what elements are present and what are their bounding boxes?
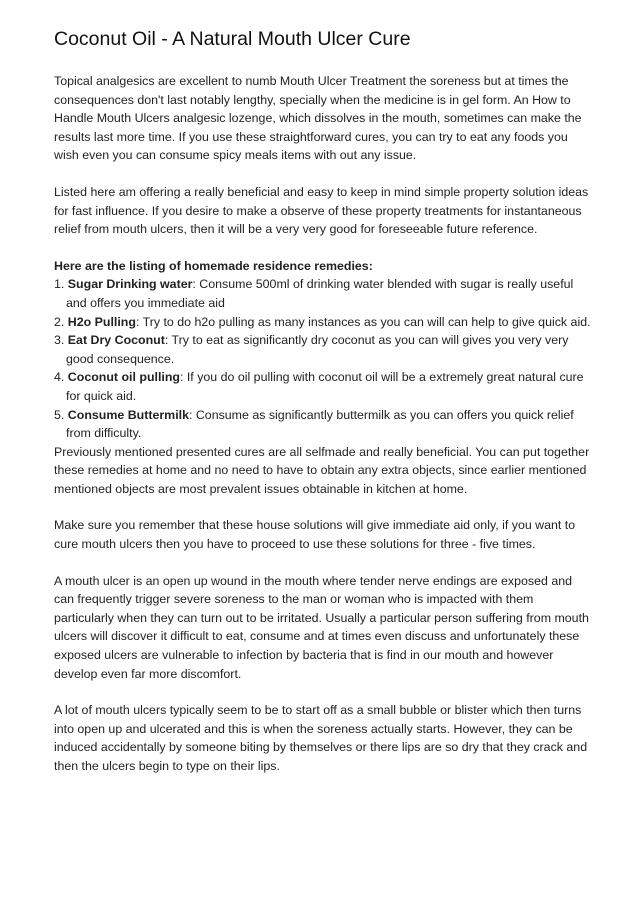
list-item <box>54 313 594 332</box>
remedies-list <box>54 275 594 442</box>
list-item-number: 2. <box>54 314 65 329</box>
body-paragraph: A mouth ulcer is an open up wound in the mouth where tender nerve endings are exposed and can frequently trigger severe soreness to the man or woman who is impacted with them particularly when they can turn out to be irritated. Usually a particular person suffering from mouth ulcers will discover it difficult to eat, consume and at times even discuss and unfortunately these exposed ulcers are vulnerable to infection by bacteria that is find in our mouth and however develop even far more discomfort. <box>54 573 589 681</box>
list-item <box>54 331 594 368</box>
remedy-text: : Try to do h2o pulling as many instances as you can will can help to give quick aid. <box>135 314 591 329</box>
remedy-name: Coconut oil pulling <box>67 370 180 385</box>
list-item <box>54 406 594 443</box>
remedy-name: Eat Dry Coconut <box>67 333 165 348</box>
intro-paragraph: Topical analgesics are excellent to numb Mouth Ulcer Treatment the soreness but at times the consequences don't last notably lengthy, specially when the medicine is in gel form. An How to Handle Mouth Ulcers analgesic lozenge, which dissolves in the mouth, sometimes can make the results last more time. If you use these straightforward cures, you can try to eat any foods you wish even you can consume spicy meals items with out any issue. <box>54 74 582 163</box>
remedy-text: : Try to eat as significantly dry coconut as you can will gives you very very good consequence. <box>66 333 569 366</box>
list-item-number: 4. <box>54 370 65 385</box>
document-page <box>54 26 594 794</box>
list-item-number: 3. <box>54 333 65 348</box>
intro-paragraph: Listed here am offering a really beneficial and easy to keep in mind simple property solution ideas for fast influence. If you desire to make a observe of these property treatments for instantaneous relief from mouth ulcers, then it will be a very very good for foreseeable future reference. <box>54 184 589 237</box>
list-item <box>54 275 594 312</box>
remedy-text: : If you do oil pulling with coconut oil will be a extremely great natural cure for quick aid. <box>66 370 584 403</box>
remedy-text: : Consume 500ml of drinking water blended with sugar is really useful and offers you immediate aid <box>66 277 574 310</box>
body-paragraph: Previously mentioned presented cures are all selfmade and really beneficial. You can put together these remedies at home and no need to have to obtain any extra objects, since earlier mentioned mentioned objects are most prevalent issues obtainable in kitchen at home. <box>54 444 590 496</box>
remedy-name: H2o Pulling <box>67 314 136 329</box>
page-title: Coconut Oil - A Natural Mouth Ulcer Cure <box>54 28 411 50</box>
list-item-number: 5. <box>54 407 65 422</box>
remedy-name: Sugar Drinking water <box>67 277 193 292</box>
list-item <box>54 368 594 405</box>
list-item-number: 1. <box>54 277 65 292</box>
remedies-heading: Here are the listing of homemade residence remedies: <box>54 258 373 273</box>
remedy-text: : Consume as significantly buttermilk as you can offers you quick relief from difficulty. <box>66 407 574 441</box>
remedy-name: Consume Buttermilk <box>67 407 189 422</box>
body-paragraph: Make sure you remember that these house solutions will give immediate aid only, if you want to cure mouth ulcers then you have to proceed to use these solutions for three - five times. <box>54 518 576 552</box>
body-paragraph: A lot of mouth ulcers typically seem to be to start off as a small bubble or blister which then turns into open up and ulcerated and this is when the soreness actually starts. However, they can be induced accidentally by someone biting by themselves or there lips are so dry that they crack and then the ulcers begin to type on their lips. <box>54 703 588 773</box>
